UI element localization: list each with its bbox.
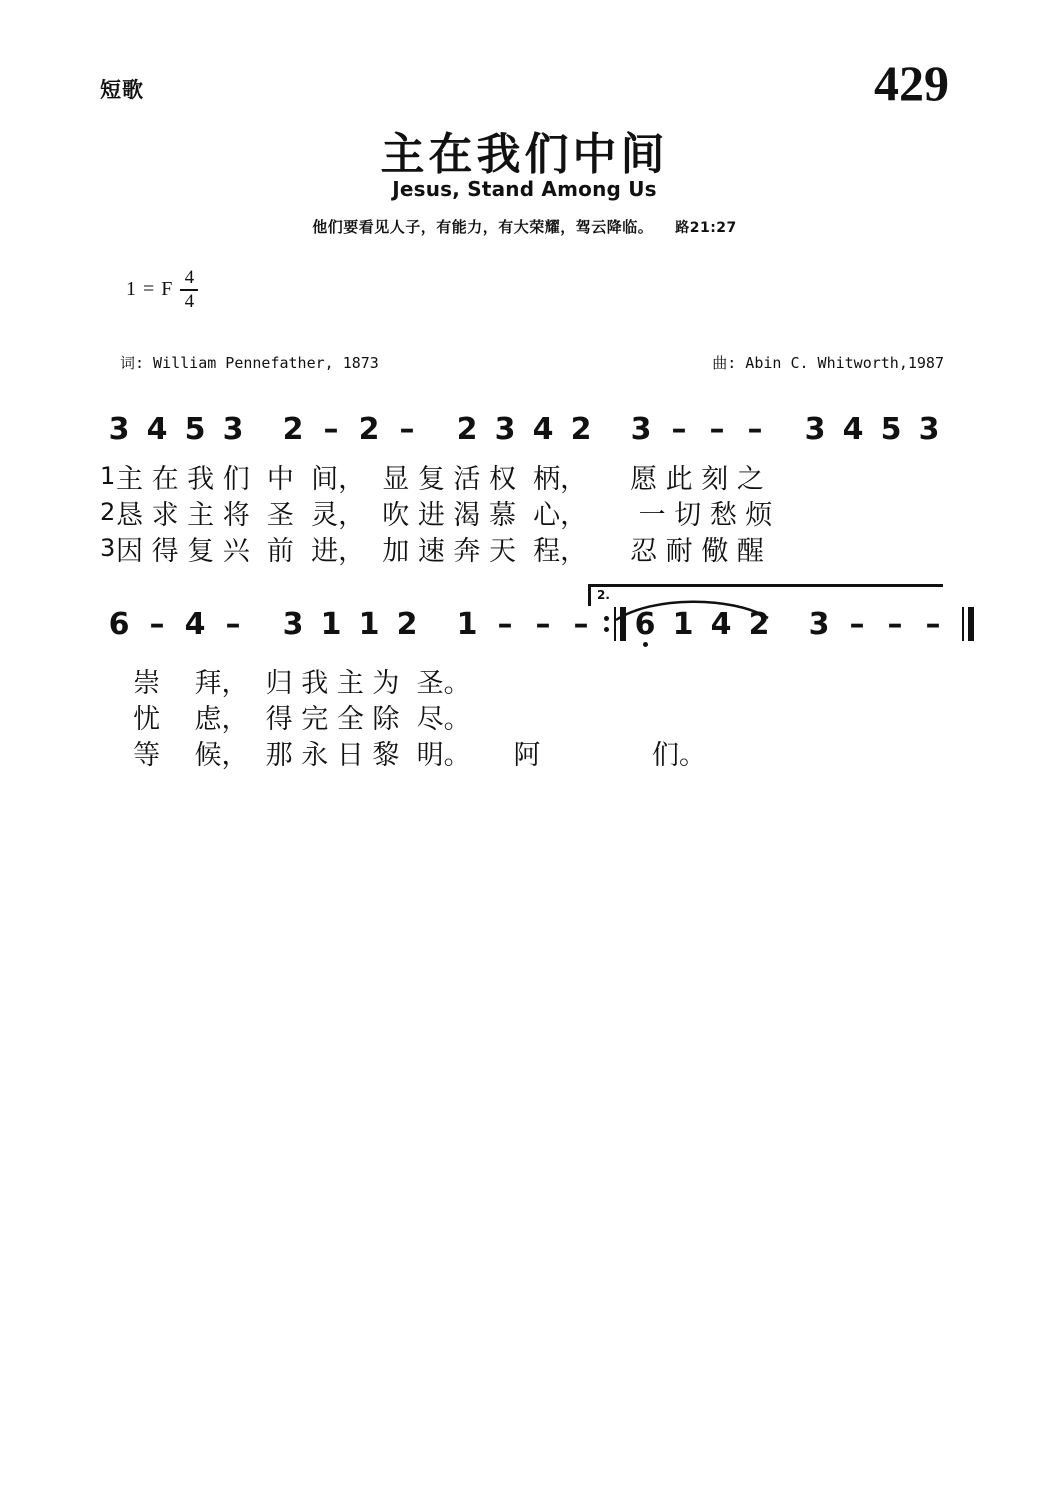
page-subtitle: Jesus, Stand Among Us: [392, 177, 657, 201]
note: 1: [358, 606, 380, 642]
lyric-text: 因 得 复 兴 前 进， 加 速 奔 天 程， 忍 耐 儆 醒: [116, 535, 764, 567]
note: –: [535, 606, 551, 642]
note: 1: [456, 606, 478, 642]
note: –: [925, 606, 941, 642]
lyric-text: 恳 求 主 将 圣 灵， 吹 进 渴 慕 心， 一 切 愁 烦: [116, 499, 773, 531]
measure: [100, 412, 252, 447]
note: 3: [804, 411, 826, 447]
lyric-text: 忧 虑， 得 完 全 除 尽。: [116, 703, 471, 735]
scripture-quote: [0, 216, 1049, 237]
repeat-dots: [604, 607, 609, 641]
note: –: [225, 606, 241, 642]
note: 4: [710, 606, 732, 642]
notation-row-1: [100, 405, 949, 453]
lyric-text: 崇 拜， 归 我 主 为 圣。: [116, 667, 471, 699]
repeat-end-barline: [604, 607, 626, 641]
note: 1: [320, 606, 342, 642]
verse-number: 2: [100, 498, 116, 526]
note: –: [709, 411, 725, 447]
lyric-line: [100, 698, 949, 734]
measure: [800, 607, 952, 642]
note: –: [149, 606, 165, 642]
lyric-line: [100, 458, 949, 494]
note: 3: [108, 411, 130, 447]
lyrics-block-1: [100, 458, 949, 566]
time-signature: [180, 268, 198, 312]
barline-thin: [614, 607, 616, 641]
lyricist-credit: 词: William Pennefather, 1873: [120, 354, 379, 372]
measure: [448, 412, 600, 447]
note: –: [747, 411, 763, 447]
note: 3: [282, 606, 304, 642]
note: 2: [748, 606, 770, 642]
note: 3: [630, 411, 652, 447]
time-denominator: 4: [184, 290, 195, 312]
note: 4: [842, 411, 864, 447]
scripture-text: 他们要看见人子，有能力，有大荣耀，驾云降临。: [312, 218, 654, 236]
note: 2: [282, 411, 304, 447]
note: 3: [918, 411, 940, 447]
measure: [274, 607, 426, 642]
final-barline: [962, 607, 974, 641]
lyric-text: 主 在 我 们 中 间， 显 复 活 权 柄， 愿 此 刻 之: [116, 463, 764, 495]
lyrics-block-2: [100, 662, 949, 770]
note: 2: [396, 606, 418, 642]
lyric-line: [100, 494, 949, 530]
lyric-text: 等 候， 那 永 日 黎 明。 阿 们。: [116, 739, 707, 771]
note: 3: [222, 411, 244, 447]
note: –: [497, 606, 513, 642]
lyric-line: [100, 662, 949, 698]
page-title: 主在我们中间: [380, 129, 669, 180]
note: –: [399, 411, 415, 447]
key-label: 1 = F: [126, 278, 174, 301]
note: 5: [184, 411, 206, 447]
barline-thin: [962, 607, 964, 641]
note: 3: [808, 606, 830, 642]
note: 6: [626, 607, 664, 642]
scripture-reference: 路21:27: [675, 220, 737, 236]
measure: [100, 607, 252, 642]
music-system-2: [0, 600, 1049, 648]
section-label: 短歌: [100, 78, 144, 102]
note: 6: [108, 606, 130, 642]
hymn-number: 429: [874, 55, 949, 111]
note: 2: [570, 411, 592, 447]
measure: [448, 607, 600, 642]
note: –: [887, 606, 903, 642]
note: –: [849, 606, 865, 642]
note: 5: [880, 411, 902, 447]
notation-row-2: [100, 600, 949, 648]
note: 2: [456, 411, 478, 447]
note: –: [323, 411, 339, 447]
verse-number: 1: [100, 462, 116, 490]
note: 3: [494, 411, 516, 447]
note: 4: [146, 411, 168, 447]
barline-thick: [968, 607, 974, 641]
measure: [622, 412, 774, 447]
measure: [274, 412, 426, 447]
note: 4: [532, 411, 554, 447]
note: –: [671, 411, 687, 447]
note: 1: [672, 606, 694, 642]
note: –: [573, 606, 589, 642]
note: 4: [184, 606, 206, 642]
note: 2: [358, 411, 380, 447]
measure: [626, 607, 778, 642]
lyric-line: [100, 530, 949, 566]
time-numerator: 4: [184, 267, 195, 288]
key-signature: [126, 268, 198, 312]
composer-credit: 曲: Abin C. Whitworth,1987: [712, 354, 944, 372]
music-system-1: [0, 405, 1049, 453]
lyric-line: [100, 734, 949, 770]
verse-number: 3: [100, 534, 116, 562]
volta-label: 2.: [597, 588, 610, 602]
measure: [796, 412, 948, 447]
